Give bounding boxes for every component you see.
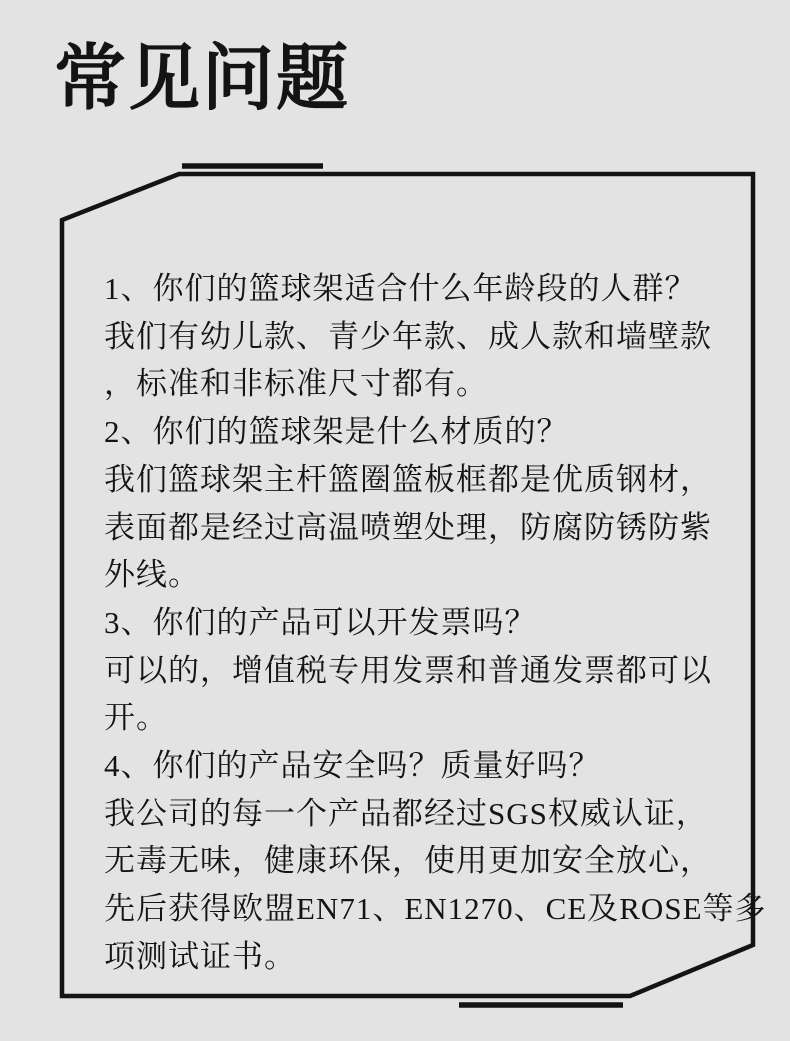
faq-line: 表面都是经过高温喷塑处理，防腐防锈防紫 <box>104 509 712 545</box>
faq-line: 可以的，增值税专用发票和普通发票都可以 <box>104 652 712 688</box>
faq-line: 先后获得欧盟EN71、EN1270、CE及ROSE等多 <box>104 891 767 927</box>
faq-line: 3、你们的产品可以开发票吗？ <box>104 604 537 640</box>
faq-line: 我公司的每一个产品都经过SGS权威认证， <box>104 795 708 831</box>
faq-line: 项测试证书。 <box>104 938 296 974</box>
faq-text-block <box>104 265 767 981</box>
faq-line: 我们有幼儿款、青少年款、成人款和墙壁款 <box>104 318 712 354</box>
faq-line: ，标准和非标准尺寸都有。 <box>104 366 488 402</box>
faq-line: 无毒无味，健康环保，使用更加安全放心， <box>104 843 712 879</box>
faq-line: 我们篮球架主杆篮圈篮板框都是优质钢材， <box>104 461 712 497</box>
faq-line: 外线。 <box>104 557 200 593</box>
faq-line: 2、你们的篮球架是什么材质的？ <box>104 414 569 450</box>
faq-line: 开。 <box>104 700 168 736</box>
faq-line: 4、你们的产品安全吗？质量好吗？ <box>104 748 601 784</box>
faq-line: 1、你们的篮球架适合什么年龄段的人群？ <box>104 271 697 306</box>
page-title: 常见问题 <box>54 39 351 119</box>
